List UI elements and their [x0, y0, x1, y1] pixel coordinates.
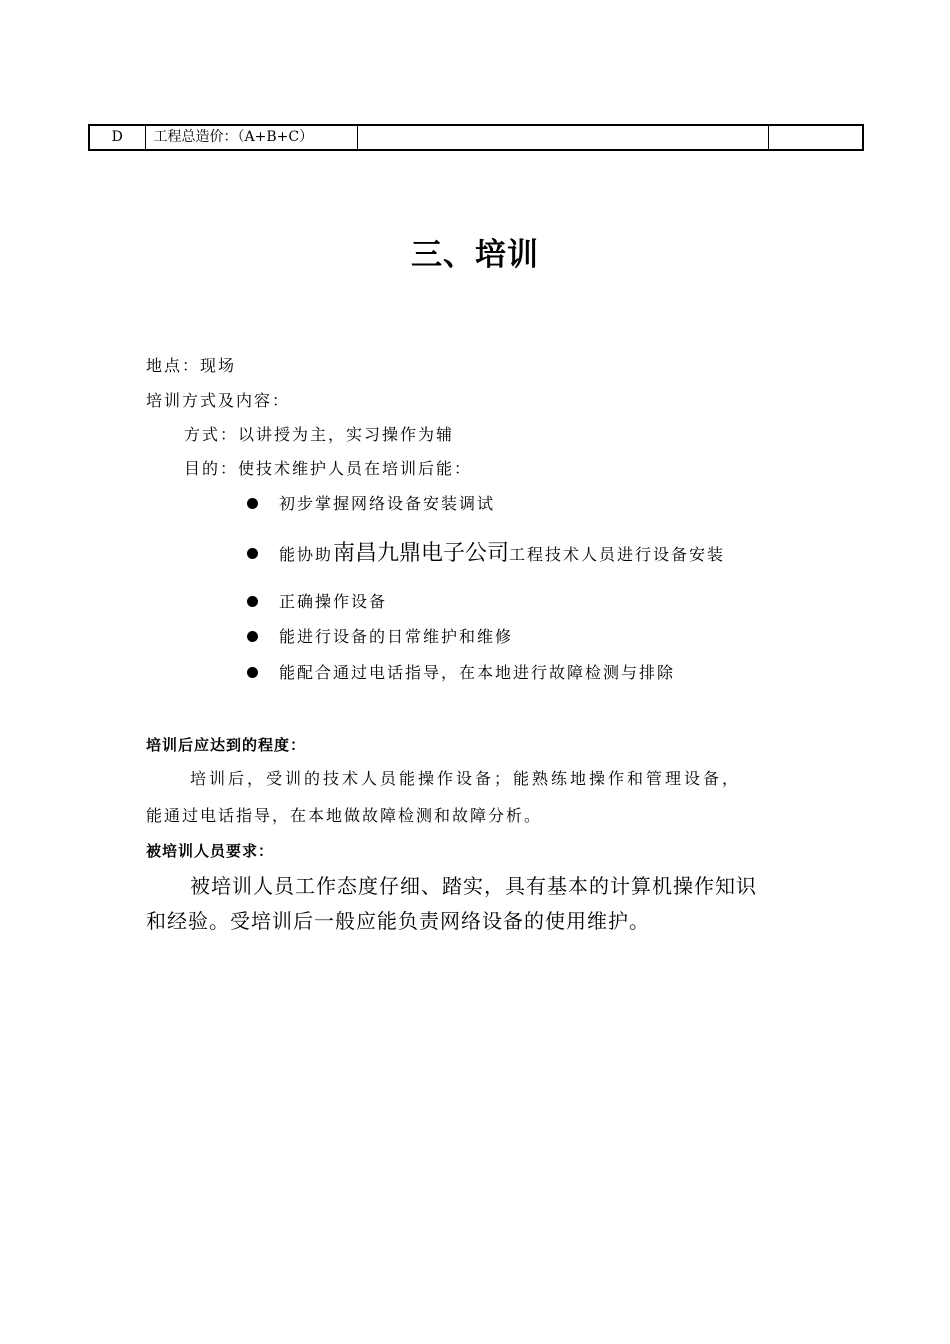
trainee-line-1: 被培训人员工作态度仔细、踏实，具有基本的计算机操作知识: [190, 874, 757, 898]
company-name: 南昌九鼎电子公司: [333, 541, 510, 566]
bullet-icon: [247, 596, 258, 607]
goal-item-4: 能进行设备的日常维护和维修: [279, 627, 514, 646]
goal-item-2-post: 工程技术人员进行设备安装: [509, 545, 726, 564]
page-title: 三、培训: [411, 237, 539, 273]
method-title: 培训方式及内容：: [146, 391, 291, 410]
method-line: [184, 423, 454, 447]
bullet-icon: [247, 498, 258, 509]
table-row: [89, 125, 863, 150]
location-line: [146, 354, 236, 378]
goal-item-3: 正确操作设备: [279, 592, 388, 611]
level-line-1: 培训后，受训的技术人员能操作设备；能熟练地操作和管理设备，: [190, 769, 742, 788]
bullet-icon: [247, 548, 258, 559]
goal-item-1: 初步掌握网络设备安装调试: [279, 494, 496, 513]
cost-table: [88, 124, 864, 151]
trainee-line-2: 和经验。受培训后一般应能负责网络设备的使用维护。: [146, 909, 650, 933]
location-value: 现场: [200, 356, 237, 375]
trainee-title: 被培训人员要求：: [146, 842, 275, 860]
method-label: 方式：: [184, 425, 239, 444]
bullet-icon: [247, 631, 258, 642]
total-cost-value-cell: [357, 125, 768, 150]
total-cost-label-cell: 工程总造价：（A+B+C）: [145, 125, 357, 150]
goal-value: 使技术维护人员在培训后能：: [238, 459, 473, 478]
bullet-icon: [247, 667, 258, 678]
goal-item-5: 能配合通过电话指导，在本地进行故障检测与排除: [279, 663, 676, 682]
method-value: 以讲授为主，实习操作为辅: [238, 425, 455, 444]
goal-line: [184, 457, 472, 481]
goal-item-2-pre: 能协助: [279, 545, 334, 564]
level-title: 培训后应达到的程度：: [146, 736, 307, 754]
row-id-cell: D: [89, 125, 145, 150]
goal-item-2: [279, 539, 725, 570]
location-label: 地点：: [146, 356, 201, 375]
level-line-2: 能通过电话指导，在本地做故障检测和故障分析。: [146, 806, 543, 825]
goal-label: 目的：: [184, 459, 239, 478]
total-cost-note-cell: [768, 125, 863, 150]
